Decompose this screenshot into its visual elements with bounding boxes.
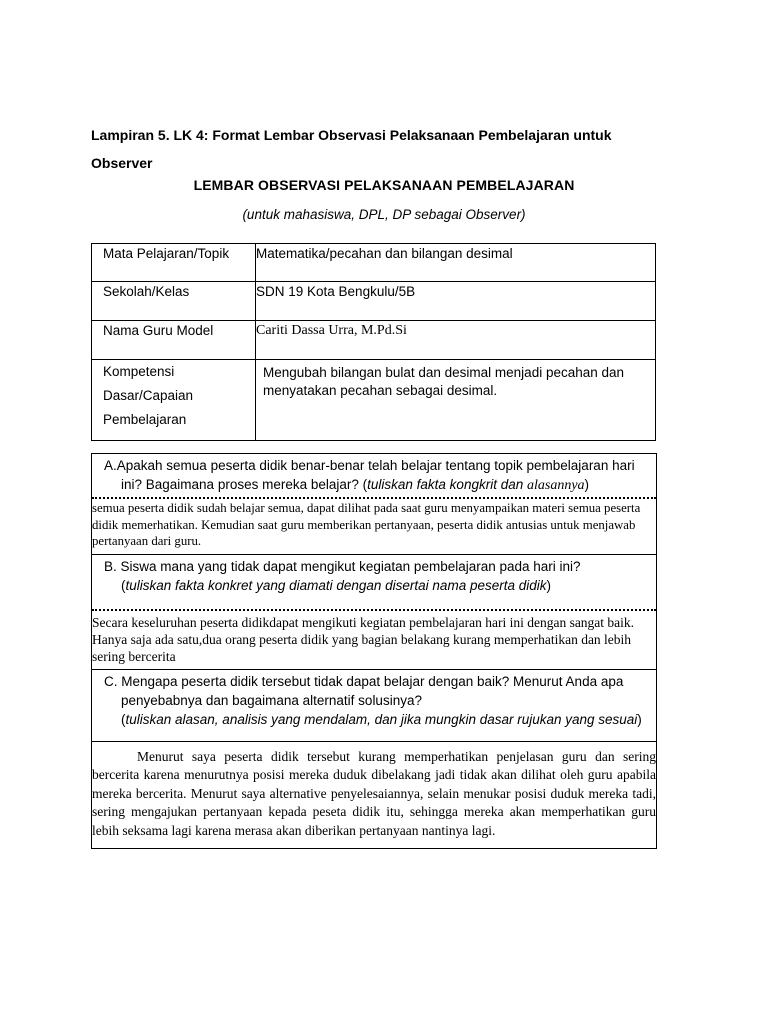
question-c-hint: tuliskan alasan, analisis yang mendalam, dan jika mungkin dasar rujukan yang sesuai: [125, 711, 638, 727]
question-c-line3: [92, 710, 650, 729]
competency-label-line1: Kompetensi: [103, 364, 175, 379]
table-row-teacher: [92, 321, 656, 360]
question-a: [92, 454, 656, 497]
subject-label-cell: [92, 244, 256, 282]
document-title: LEMBAR OBSERVASI PELAKSANAAN PEMBELAJARAN: [193, 177, 575, 193]
subject-label: Mata Pelajaran/Topik: [103, 246, 230, 261]
teacher-value: Cariti Dassa Urra, M.Pd.Si: [256, 323, 407, 338]
subject-value-cell: [256, 244, 656, 282]
question-c-line2: penyebabnya dan bagaimana alternatif solusinya?: [121, 692, 422, 708]
identity-table: [91, 243, 656, 441]
question-b-open: (: [121, 577, 126, 593]
school-value-cell: [256, 282, 656, 321]
question-c: [92, 670, 656, 731]
question-c-close: ): [637, 711, 642, 727]
answer-b: Secara keseluruhan peserta didikdapat mengikuti kegiatan pembelajaran hari ini dengan sangat baik. Hanya saja ada satu,dua orang peserta didik yang bagian belakang kurang memperhatikan dan lebih sering bercerita: [92, 614, 635, 664]
question-b-close: ): [546, 577, 551, 593]
question-a-text: ini? Bagaimana proses mereka belajar? (: [121, 477, 368, 492]
question-a-line1: A.Apakah semua peserta didik benar-benar telah belajar tentang topik pembelajaran hari: [104, 458, 635, 473]
competency-value: Mengubah bilangan bulat dan desimal menjadi pecahan dan menyatakan pecahan sebagai desimal.: [263, 365, 625, 398]
answer-a: semua peserta didik sudah belajar semua, dapat dilihat pada saat guru menyampaikan materi semua peserta didik memerhatikan. Kemudian saat guru memberikan pertanyaan, peserta didik antusias untuk menjawab pertanyaan dari guru.: [92, 501, 641, 548]
question-a-hint: tuliskan fakta kongkrit dan: [367, 477, 527, 492]
answer-c: [92, 742, 656, 849]
subject-value: Matematika/pecahan dan bilangan desimal: [256, 246, 513, 261]
observation-box: [91, 453, 657, 849]
spacer: [92, 597, 656, 609]
table-row-subject: [92, 244, 656, 282]
table-row-competency: [92, 360, 656, 441]
school-value: SDN 19 Kota Bengkulu/5B: [256, 284, 416, 299]
question-b: [92, 555, 656, 597]
answer-c-text: Menurut saya peserta didik tersebut kurang memperhatikan penjelasan guru dan sering bercerita karena menurutnya posisi mereka duduk dibelakang jadi tidak akan dilihat oleh guru apabila mereka bercerita. Menurut saya alternative penyelesaiannya, selain menukar posisi duduk mereka tadi, sering mengajukan pertanyaan kepada peseta didik itu, sehingga mereka akan memperhatikan guru lebih seksama lagi karena merasa akan diberikan pertanyaan nantinya lagi.: [92, 748, 656, 838]
teacher-value-cell: [256, 321, 656, 360]
question-b-hint: tuliskan fakta konkret yang diamati dengan disertai nama peserta didik: [125, 577, 547, 593]
school-label: Sekolah/Kelas: [103, 284, 190, 299]
competency-label-cell: [92, 360, 256, 441]
school-label-cell: [92, 282, 256, 321]
appendix-heading: [91, 121, 671, 177]
competency-value-cell: [256, 360, 656, 441]
competency-label-line2: Dasar/Capaian: [103, 388, 194, 403]
spacer: [92, 731, 656, 741]
question-a-hint-serif: alasannya: [526, 478, 585, 493]
question-b-line2: [92, 576, 650, 595]
question-b-line1: B. Siswa mana yang tidak dapat mengikut kegiatan pembelajaran pada hari ini?: [104, 558, 581, 574]
appendix-heading-line1: Lampiran 5. LK 4: Format Lembar Observasi Pelaksanaan Pembelajaran untuk: [91, 127, 612, 143]
competency-label-line3: Pembelajaran: [103, 412, 187, 427]
question-c-open: (: [121, 711, 126, 727]
question-c-line1: C. Mengapa peserta didik tersebut tidak dapat belajar dengan baik? Menurut Anda apa: [104, 673, 624, 689]
question-a-close: ): [584, 477, 590, 492]
table-row-school: [92, 282, 656, 321]
document-subtitle: (untuk mahasiswa, DPL, DP sebagai Observer): [242, 207, 526, 222]
teacher-label-cell: [92, 321, 256, 360]
teacher-label: Nama Guru Model: [103, 323, 214, 338]
appendix-heading-line2: Observer: [91, 155, 153, 171]
question-a-line2: [92, 475, 650, 495]
